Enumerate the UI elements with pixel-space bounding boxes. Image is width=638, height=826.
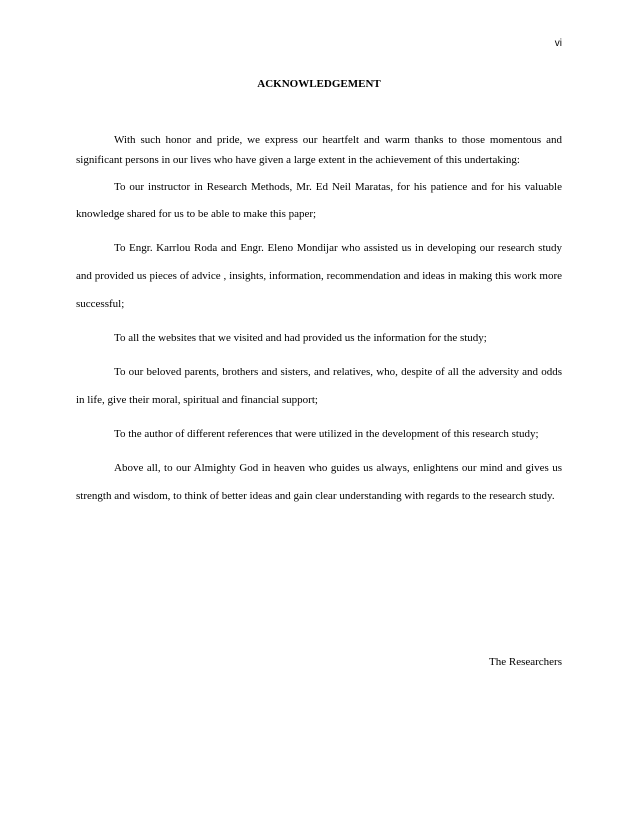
page-title: ACKNOWLEDGEMENT	[257, 78, 381, 90]
paragraph-authors: To the author of different references that were utilized in the development of this research study;	[114, 428, 539, 440]
paragraph-parents: To our beloved parents, brothers and sisters, and relatives, who, despite of all the adversity and odds in life, give their moral, spiritual and financial support;	[76, 366, 562, 406]
document-body	[76, 130, 562, 510]
paragraph-engineers: To Engr. Karrlou Roda and Engr. Eleno Mondijar who assisted us in developing our research study and provided us pieces of advice , insights, information, recommendation and ideas in making this work more successful;	[76, 242, 562, 310]
signature: The Researchers	[489, 656, 562, 668]
paragraph-intro: With such honor and pride, we express our heartfelt and warm thanks to those momentous and significant persons in our lives who have given a large extent in the achievement of this undertaking:	[76, 134, 562, 166]
paragraph-instructor: To our instructor in Research Methods, Mr. Ed Neil Maratas, for his patience and for his valuable knowledge shared for us to be able to make this paper;	[76, 181, 562, 220]
paragraph-websites: To all the websites that we visited and had provided us the information for the study;	[114, 332, 487, 344]
paragraph-god: Above all, to our Almighty God in heaven who guides us always, enlightens our mind and gives us strength and wisdom, to think of better ideas and gain clear understanding with regards to the research study.	[76, 462, 562, 502]
page-number: vi	[554, 38, 562, 49]
